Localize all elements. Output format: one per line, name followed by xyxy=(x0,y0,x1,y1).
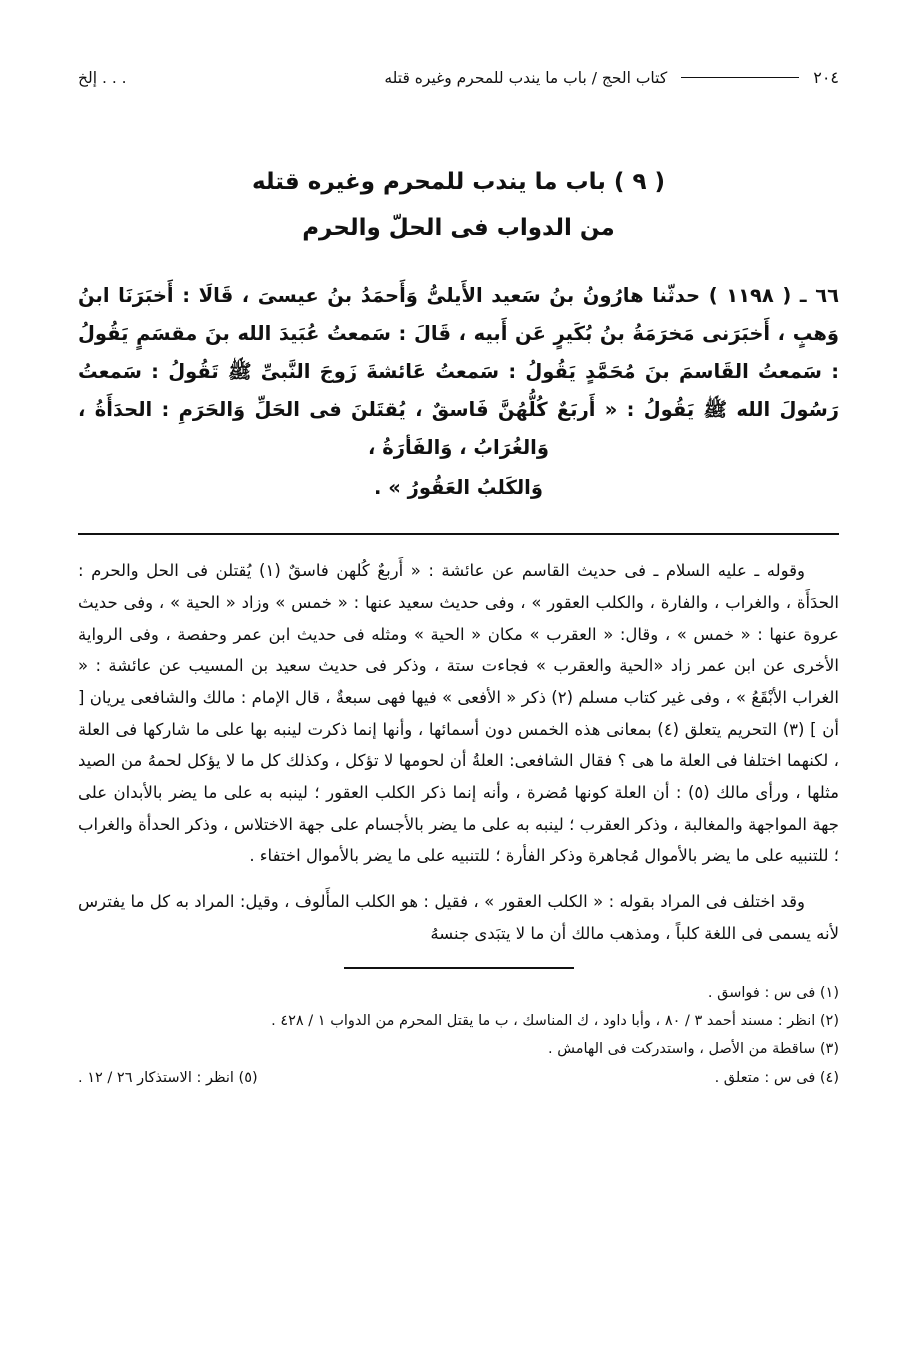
header-rule xyxy=(681,77,799,78)
commentary-paragraph: وقد اختلف فى المراد بقوله : « الكلب العقور » ، فقيل : هو الكلب المأَلوف ، وقيل: المراد به كل ما يفترس لأنه يسمى فى اللغة كلباً ، ومذهب مالك أن ما لا يتبَدى جنسهُ xyxy=(78,892,839,943)
footnote-divider xyxy=(344,967,574,969)
chapter-title-line-1: ( ٩ ) باب ما يندب للمحرم وغيره قتله xyxy=(251,169,666,195)
commentary-paragraph: وقوله ـ عليه السلام ـ فى حديث القاسم عن عائشة : « أَربعٌ كُلهن فاسقٌ (١) يُقتلن فى الحل والحرم : الحدَأَة ، والغراب ، والفارة ، والكلب العقور » ، وفى حديث سعيد عنها : « خمس » وزاد « الحية » ، وفى حديث عروة عنها : « خمس » ، وقال: « العقرب » مكان « الحية » ومثله فى حديث ابن عمر وحفصة ، وفى الرواية الأخرى عن ابن عمر زاد «الحية والعقرب » فجاءت ستة ، وذكر فى حديث سعيد بن المسيب عن عائشة : « الغراب الأبْقَعُ » ، وفى غير كتاب مسلم (٢) ذكر « الأفعى » فيها فهى سبعةٌ ، قال الإمام : مالك والشافعى يريان [ أن ] (٣) التحريم يتعلق (٤) بمعانى هذه الخمس دون أسمائها ، وأنها إنما ذكرت لينبه بها على ما شاركها فى العلة ، لكنهما اختلفا فى العلة ما هى ؟ فقال الشافعى: العلةُ أن لحومها لا تؤكل ، وكذلك كل ما لا يؤكل لحمهُ من الصيد مثلها ، ورأى مالك (٥) : أن العلة كونها مُضرة ، وأنه إنما ذكر الكلب العقور ؛ لينبه به على ما يضر بالأبدان على جهة المواجهة والمغالبة ، وذكر العقرب ؛ لينبه به على ما يضر بالأجسام على جهة الاختلاس ، وذكر الحدأة والغراب ؛ للتنبيه على ما يضر بالأموال مُجاهرة وذكر الفأرة ؛ للتنبيه على ما يضر بالأموال اختفاء . xyxy=(78,561,840,866)
page-header xyxy=(78,0,839,87)
header-title: كتاب الحج / باب ما يندب للمحرم وغيره قتله xyxy=(384,68,668,87)
section-divider xyxy=(78,533,839,535)
footnote-item: (٣) ساقطة من الأصل ، واستدركت فى الهامش . xyxy=(548,1041,839,1058)
hadith-body: ٦٦ ـ ( ١١٩٨ ) حدثّنا هارُونُ بنُ سَعيد الأَيلىُّ وَأَحمَدُ بنُ عيسىَ ، قَالَا : أَخبَرَنَا ابنُ وَهبٍ ، أَخبَرَنى مَخرَمَةُ بنُ بُكَيرٍ عَن أَبيه ، قَالَ : سَمعتُ عُبَيدَ الله بنَ مقسَمٍ يَقُولُ : سَمعتُ القَاسمَ بنَ مُحَمَّدٍ يَقُولُ : سَمعتُ عَائشةَ زَوجَ النَّبىِّ ﷺ تَقُولُ : سَمعتُ رَسُولَ الله ﷺ يَقُولُ : « أَربَعٌ كُلُّهُنَّ فَاسقٌ ، يُقتَلنَ فى الحَلِّ وَالحَرَمِ : الحدَأَةُ ، وَالغُرَابُ ، وَالفَأرَةُ ، xyxy=(78,284,839,460)
hadith-text xyxy=(78,277,839,507)
footnote-item: (١) فى س : فواسق . xyxy=(707,984,839,1001)
hadith-last-line: وَالكَلبُ العَقُورُ » . xyxy=(374,476,543,500)
chapter-title-line-2: من الدواب فى الحلّ والحرم xyxy=(302,215,615,241)
footnotes-section xyxy=(78,979,839,1092)
page-number: ٢٠٤ xyxy=(813,68,839,87)
footnote-row xyxy=(78,1064,839,1092)
header-tail: . . . إلخ xyxy=(78,68,127,87)
footnote-item: (٢) انظر : مسند أحمد ٣ / ٨٠ ، وأبا داود ، ك المناسك ، ب ما يقتل المحرم من الدواب ١ / ٤٢٨ . xyxy=(271,1013,839,1030)
commentary-section xyxy=(78,555,839,949)
header-page-number-group xyxy=(384,68,839,87)
footnote-item: (٤) فى س : متعلق . xyxy=(714,1069,839,1086)
footnote-item: (٥) انظر : الاستذكار ٢٦ / ١٢ . xyxy=(78,1069,258,1086)
chapter-title-block xyxy=(78,159,839,251)
